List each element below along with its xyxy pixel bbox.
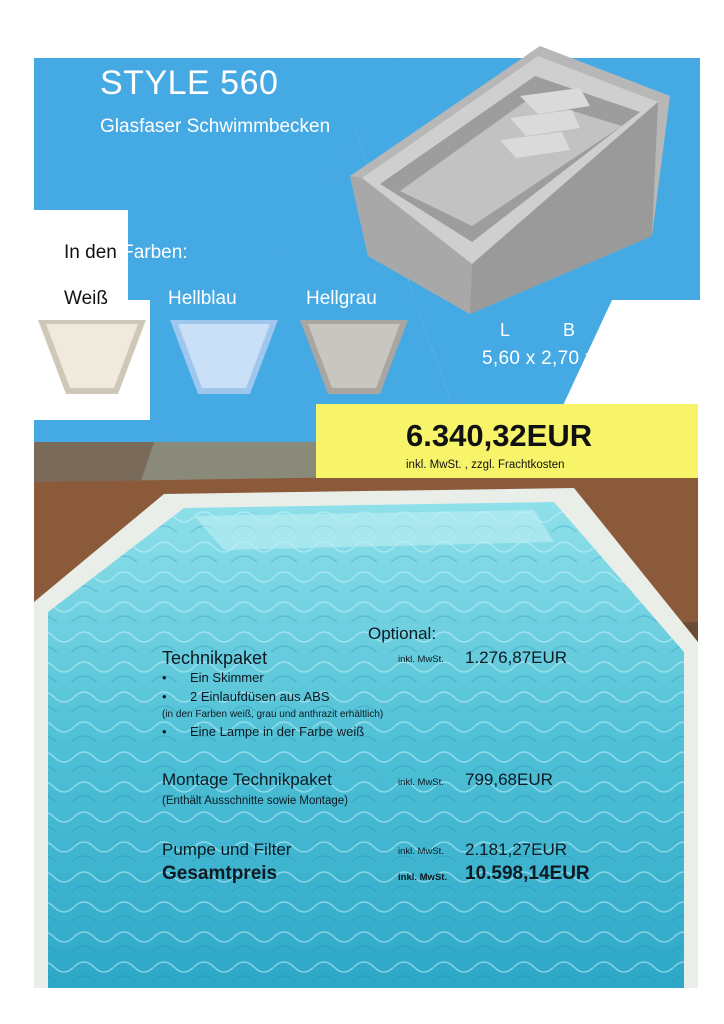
bullet-text: 2 Einlaufdüsen aus ABS: [190, 689, 330, 704]
dimension-length-label: L: [500, 320, 511, 340]
color-swatch-hellgrau: [298, 318, 410, 396]
dimension-depth-label: T: [627, 320, 638, 340]
pumpe-filter-label: Pumpe und Filter: [162, 840, 292, 859]
optional-heading: Optional:: [368, 624, 437, 643]
colors-heading-part2: Farben:: [122, 242, 188, 263]
gesamtpreis-price: 10.598,14EUR: [465, 863, 590, 884]
technikpaket-price: 1.276,87EUR: [465, 648, 568, 667]
price-amount: 6.340,32EUR: [406, 418, 593, 453]
bullet-icon: •: [162, 689, 167, 704]
colors-heading-part1: In den: [64, 242, 123, 263]
montage-label: Montage Technikpaket: [162, 770, 332, 789]
color-label-hellgrau: Hellgrau: [306, 288, 377, 309]
colors-heading: [64, 242, 188, 264]
color-label-hellblau: Hellblau: [168, 288, 237, 309]
page-title: STYLE 560: [100, 64, 279, 102]
bullet-text: Eine Lampe in der Farbe weiß: [190, 724, 365, 739]
color-swatch-hellblau: [168, 318, 280, 396]
pumpe-filter-price: 2.181,27EUR: [465, 840, 568, 859]
technikpaket-bullet-einlauf: [162, 689, 330, 704]
technikpaket-mwst: inkl. MwSt.: [398, 654, 444, 665]
gesamtpreis-label: Gesamtpreis: [162, 863, 278, 884]
page-subtitle: Glasfaser Schwimmbecken: [100, 116, 331, 137]
bullet-text: Ein Skimmer: [190, 670, 264, 685]
color-label-weiss: Weiß: [64, 288, 108, 309]
dimension-width-label: B: [563, 320, 576, 340]
montage-note: (Enthält Ausschnitte sowie Montage): [162, 795, 349, 807]
montage-mwst: inkl. MwSt.: [398, 777, 444, 788]
bullet-icon: •: [162, 724, 167, 739]
price-note: inkl. MwSt. , zzgl. Frachtkosten: [406, 459, 565, 471]
bullet-icon: •: [162, 670, 167, 685]
pumpe-filter-mwst: inkl. MwSt.: [398, 846, 444, 857]
technikpaket-bullet-lampe: [162, 724, 364, 739]
montage-price: 799,68EUR: [465, 770, 553, 789]
color-swatch-weiss: [36, 318, 148, 396]
technikpaket-bullet-skimmer: [162, 670, 264, 685]
dimension-values: 5,60 x 2,70 x 1,40 m: [482, 348, 661, 369]
gesamtpreis-mwst: inkl. MwSt.: [398, 872, 448, 883]
technikpaket-label: Technikpaket: [162, 648, 268, 668]
technikpaket-color-note: (in den Farben weiß, grau und anthrazit erhältlich): [162, 709, 384, 720]
pool-shell-image: [340, 36, 680, 316]
